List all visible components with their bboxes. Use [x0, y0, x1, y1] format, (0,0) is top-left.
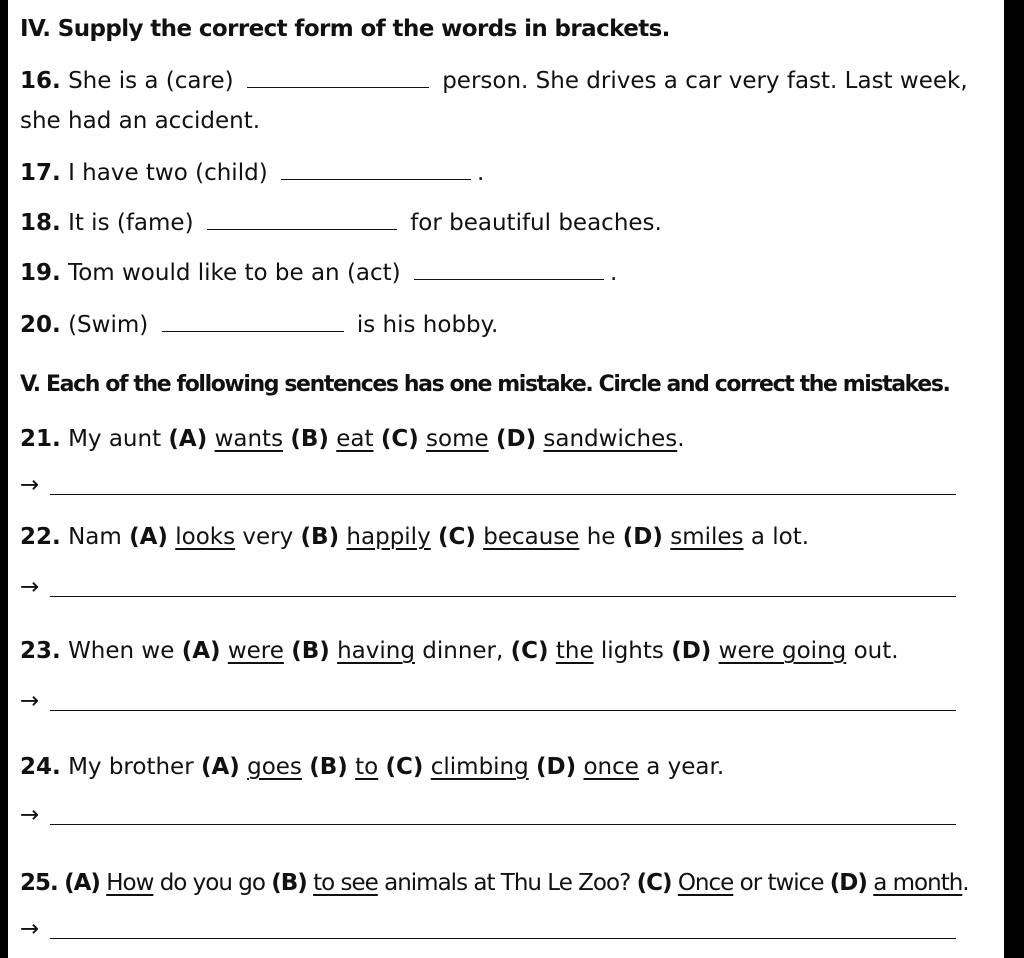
answer-rule	[50, 710, 956, 711]
option-label-d: (D)	[671, 638, 712, 664]
answer-blank-19[interactable]	[414, 261, 604, 280]
question-text: lights	[600, 638, 664, 664]
question-text: animals at Thu Le Zoo?	[384, 870, 631, 896]
option-a[interactable]: wants	[214, 426, 284, 452]
option-c[interactable]: some	[426, 426, 489, 452]
question-number: 16.	[20, 68, 61, 94]
question-number: 25.	[20, 870, 58, 896]
question-text: It is (fame)	[68, 210, 194, 236]
question-text: do you go	[159, 870, 265, 896]
answer-rule	[50, 494, 956, 495]
question-24	[20, 752, 724, 782]
question-23	[20, 636, 899, 666]
option-label-b: (B)	[291, 638, 330, 664]
question-text: is his hobby.	[356, 312, 499, 338]
question-number: 24.	[20, 754, 61, 780]
question-text: .	[609, 260, 618, 286]
option-label-d: (D)	[622, 524, 663, 550]
question-21	[20, 424, 685, 454]
option-a[interactable]: How	[106, 870, 154, 896]
question-number: 17.	[20, 160, 61, 186]
option-label-a: (A)	[181, 638, 221, 664]
option-d[interactable]: a month	[873, 870, 963, 896]
option-b[interactable]: to	[355, 754, 379, 780]
option-c[interactable]: because	[483, 524, 580, 550]
question-number: 23.	[20, 638, 61, 664]
question-text: he	[586, 524, 616, 550]
answer-blank-16[interactable]	[247, 69, 429, 88]
question-number: 19.	[20, 260, 61, 286]
question-text: Nam	[68, 524, 122, 550]
question-text: dinner,	[422, 638, 504, 664]
answer-rule	[50, 938, 956, 939]
answer-blank-17[interactable]	[281, 161, 471, 180]
question-text: or twice	[739, 870, 824, 896]
section-v-heading: V. Each of the following sentences has one mistake. Circle and correct the mistakes.	[20, 372, 950, 397]
question-text: My aunt	[68, 426, 162, 452]
question-text: out.	[853, 638, 899, 664]
answer-line-23[interactable]	[20, 686, 39, 716]
question-text: .	[677, 426, 685, 452]
option-a[interactable]: were	[227, 638, 284, 664]
question-text: (Swim)	[68, 312, 149, 338]
question-text: I have two (child)	[68, 160, 268, 186]
option-label-a: (A)	[129, 524, 168, 550]
option-c[interactable]: Once	[677, 870, 734, 896]
option-label-c: (C)	[636, 870, 672, 896]
question-text: When we	[68, 638, 175, 664]
option-label-d: (D)	[536, 754, 577, 780]
question-number: 22.	[20, 524, 61, 550]
answer-line-24[interactable]	[20, 800, 39, 830]
option-label-a: (A)	[64, 870, 100, 896]
option-a[interactable]: goes	[247, 754, 302, 780]
answer-line-21[interactable]	[20, 470, 39, 500]
option-d[interactable]: were going	[718, 638, 847, 664]
option-d[interactable]: once	[583, 754, 639, 780]
question-text: a year.	[646, 754, 725, 780]
option-c[interactable]: the	[555, 638, 594, 664]
arrow-icon: →	[20, 574, 40, 600]
question-text: .	[962, 870, 969, 896]
option-label-b: (B)	[300, 524, 340, 550]
answer-line-25[interactable]	[20, 914, 39, 944]
option-label-c: (C)	[385, 754, 424, 780]
option-b[interactable]: eat	[336, 426, 374, 452]
question-18	[20, 208, 662, 238]
option-label-c: (C)	[438, 524, 476, 550]
option-label-b: (B)	[271, 870, 307, 896]
arrow-icon: →	[20, 802, 40, 828]
arrow-icon: →	[20, 472, 40, 498]
question-text: Tom would like to be an (act)	[68, 260, 401, 286]
question-text: .	[476, 160, 485, 186]
option-c[interactable]: climbing	[430, 754, 529, 780]
question-text: a lot.	[750, 524, 810, 550]
question-text: for beautiful beaches.	[410, 210, 662, 236]
arrow-icon: →	[20, 916, 40, 942]
option-label-b: (B)	[290, 426, 329, 452]
option-b[interactable]: happily	[346, 524, 431, 550]
option-label-c: (C)	[380, 426, 419, 452]
answer-blank-18[interactable]	[207, 211, 397, 230]
option-a[interactable]: looks	[175, 524, 236, 550]
question-text: She is a (care)	[68, 68, 234, 94]
question-number: 21.	[20, 426, 61, 452]
question-text: very	[242, 524, 294, 550]
option-label-d: (D)	[829, 870, 867, 896]
question-16	[20, 66, 968, 96]
option-b[interactable]: to see	[313, 870, 378, 896]
answer-line-22[interactable]	[20, 572, 39, 602]
question-19	[20, 258, 617, 288]
option-label-b: (B)	[309, 754, 348, 780]
option-label-a: (A)	[168, 426, 208, 452]
option-label-a: (A)	[200, 754, 240, 780]
worksheet-page	[8, 0, 1004, 958]
answer-rule	[50, 824, 956, 825]
question-16-continued: she had an accident.	[20, 108, 261, 134]
arrow-icon: →	[20, 688, 40, 714]
option-d[interactable]: smiles	[670, 524, 744, 550]
option-label-d: (D)	[495, 426, 537, 452]
question-17	[20, 158, 484, 188]
section-iv-heading: IV. Supply the correct form of the words in brackets.	[20, 16, 670, 42]
question-22	[20, 522, 809, 552]
question-text: My brother	[68, 754, 194, 780]
answer-rule	[50, 596, 956, 597]
question-25	[20, 868, 969, 898]
question-number: 20.	[20, 312, 61, 338]
option-label-c: (C)	[510, 638, 549, 664]
option-b[interactable]: having	[337, 638, 415, 664]
answer-blank-20[interactable]	[162, 313, 344, 332]
question-text: person. She drives a car very fast. Last week,	[442, 68, 968, 94]
question-20	[20, 310, 498, 340]
question-number: 18.	[20, 210, 61, 236]
option-d[interactable]: sandwiches	[543, 426, 678, 452]
